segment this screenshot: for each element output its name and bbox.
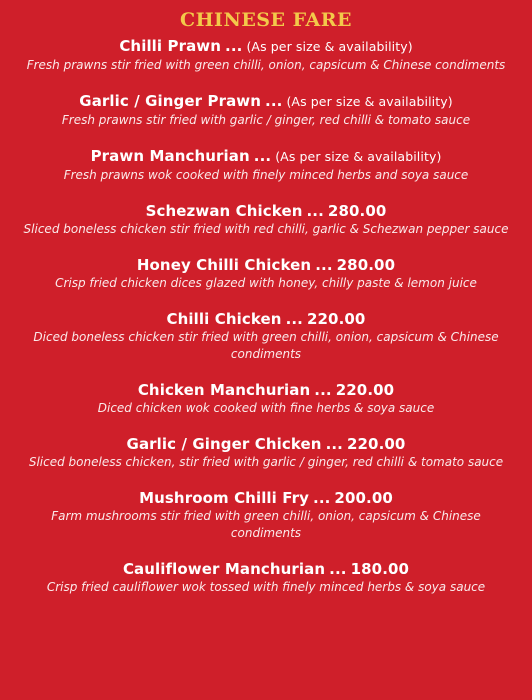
menu-item-price: 280.00: [327, 202, 387, 220]
menu-item-price: 220.00: [335, 381, 395, 399]
menu-item-heading: [20, 309, 512, 329]
menu-item-separator: ...: [253, 147, 272, 165]
menu-item-name: Schezwan Chicken: [145, 202, 303, 220]
menu-item-note: (As per size & availability): [286, 94, 453, 109]
menu-item-note: (As per size & availability): [246, 39, 413, 54]
menu-item-heading: [20, 559, 512, 579]
menu-item-description: Farm mushrooms stir fried with green chilli, onion, capsicum & Chinese condiments: [51, 509, 481, 540]
menu-item-name: Garlic / Ginger Prawn: [79, 92, 262, 110]
menu-item-separator: ...: [225, 37, 243, 55]
menu-item-heading: [20, 36, 512, 57]
menu-item-price: 220.00: [346, 435, 406, 453]
menu-item: [0, 146, 532, 184]
menu-item: [0, 91, 532, 129]
menu-item-heading: [20, 255, 512, 275]
menu-item: [0, 488, 532, 542]
menu-item-separator: ...: [325, 435, 343, 453]
menu-item-name: Garlic / Ginger Chicken: [126, 435, 322, 453]
menu-item-name: Chicken Manchurian: [137, 381, 311, 399]
menu-item-description: Diced chicken wok cooked with fine herbs & soya sauce: [97, 401, 435, 415]
menu-item-separator: ...: [313, 489, 331, 507]
menu-item-separator: ...: [306, 202, 324, 220]
menu-item-name: Chilli Chicken: [166, 310, 282, 328]
menu-item-separator: ...: [265, 92, 283, 110]
menu-item-separator: ...: [285, 310, 303, 328]
menu-item-note: (As per size & availability): [275, 149, 442, 164]
menu-item-heading: [20, 488, 512, 508]
section-title: CHINESE FARE: [179, 9, 353, 31]
menu-item: [0, 380, 532, 417]
menu-item-description: Fresh prawns stir fried with green chilli, onion, capsicum & Chinese condiments: [26, 58, 506, 72]
menu-item-description: Fresh prawns wok cooked with finely minced herbs and soya sauce: [63, 168, 469, 182]
menu-item-description: Fresh prawns stir fried with garlic / ginger, red chilli & tomato sauce: [61, 113, 471, 127]
menu-item-description: Sliced boneless chicken, stir fried with garlic / ginger, red chilli & tomato sauce: [28, 455, 504, 469]
menu-item: [0, 255, 532, 292]
menu-item: [0, 309, 532, 363]
menu-item-name: Mushroom Chilli Fry: [139, 489, 310, 507]
menu-item-heading: [20, 91, 512, 112]
menu-list: [0, 36, 532, 596]
menu-item-heading: [20, 201, 512, 221]
menu-item-price: 280.00: [336, 256, 396, 274]
menu-item: [0, 201, 532, 238]
menu-item-description: Crisp fried cauliflower wok tossed with finely minced herbs & soya sauce: [46, 580, 486, 594]
menu-item-heading: [20, 380, 512, 400]
menu-item-price: 220.00: [306, 310, 366, 328]
menu-item-separator: ...: [329, 560, 347, 578]
menu-item-separator: ...: [314, 381, 332, 399]
menu-item-description: Sliced boneless chicken stir fried with red chilli, garlic & Schezwan pepper sauce: [23, 222, 509, 236]
menu-item-separator: ...: [315, 256, 333, 274]
menu-item: [0, 559, 532, 596]
menu-item-description: Crisp fried chicken dices glazed with honey, chilly paste & lemon juice: [55, 276, 477, 290]
menu-item-name: Cauliflower Manchurian: [122, 560, 326, 578]
menu-item-description: Diced boneless chicken stir fried with green chilli, onion, capsicum & Chinese condiments: [33, 330, 499, 361]
menu-item-price: 200.00: [334, 489, 393, 507]
menu-item-price: 180.00: [350, 560, 410, 578]
menu-item: [0, 36, 532, 74]
menu-item-name: Honey Chilli Chicken: [136, 256, 312, 274]
menu-item-heading: [20, 146, 512, 167]
menu-item: [0, 434, 532, 471]
menu-item-heading: [20, 434, 512, 454]
menu-item-name: Chilli Prawn: [119, 37, 222, 55]
menu-item-name: Prawn Manchurian: [90, 147, 250, 165]
